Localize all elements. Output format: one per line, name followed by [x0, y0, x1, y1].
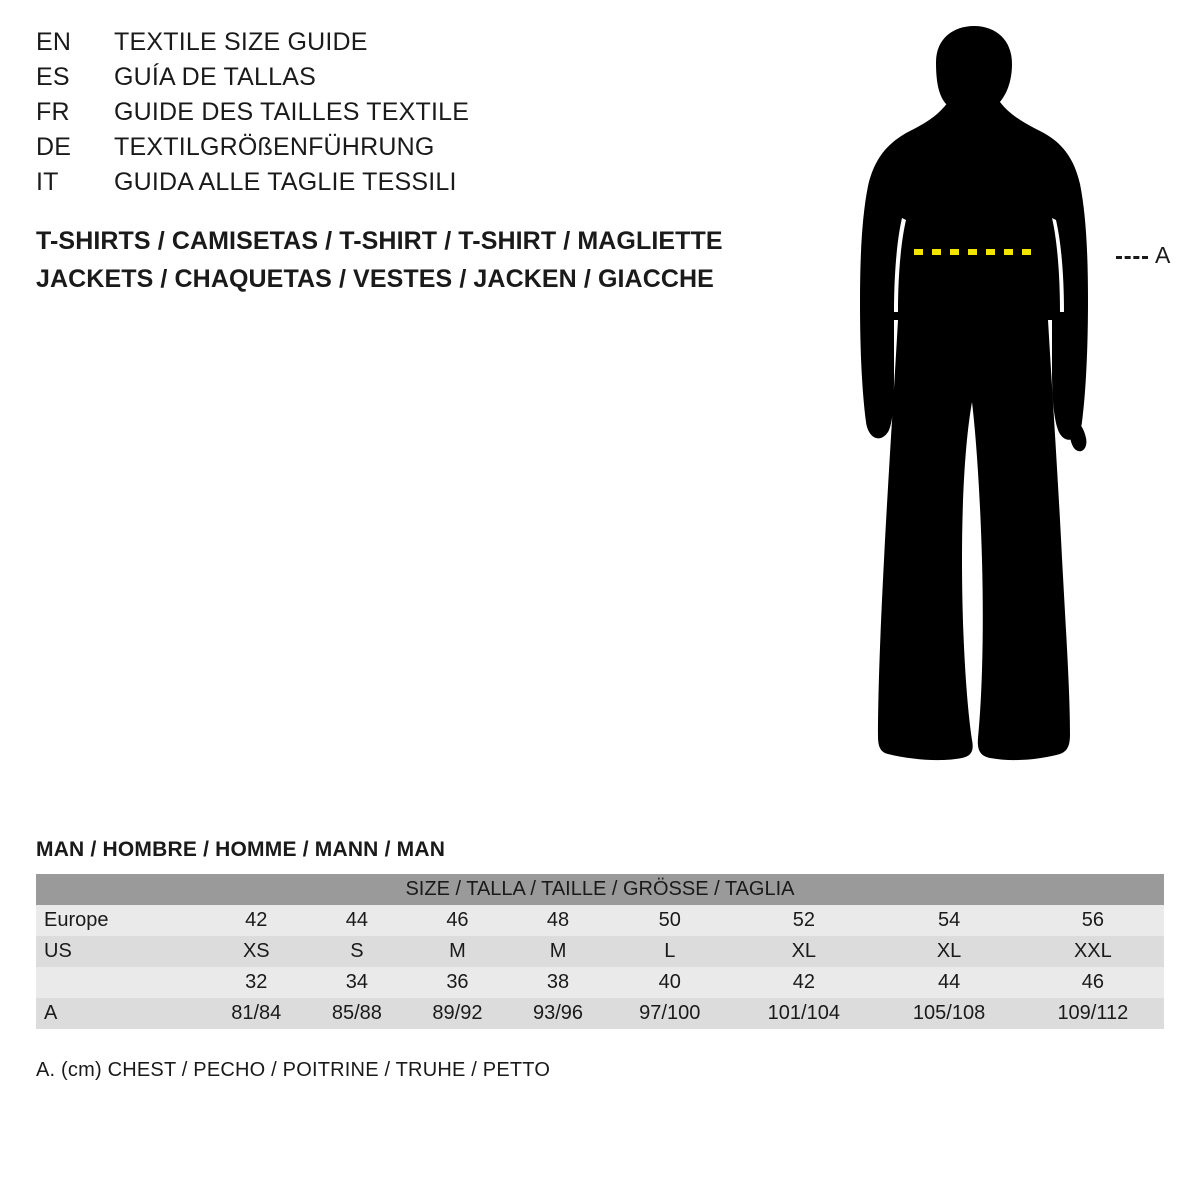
language-text: TEXTILGRÖßENFÜHRUNG [114, 133, 435, 161]
language-row [36, 63, 756, 98]
table-cell: 105/108 [912, 1002, 986, 1024]
table-cell: 40 [658, 971, 681, 993]
language-code: EN [36, 28, 72, 56]
category-line-tshirts: T-SHIRTS / CAMISETAS / T-SHIRT / T-SHIRT / MAGLIETTE [36, 227, 723, 255]
table-cell: 32 [245, 971, 268, 993]
category-list [36, 222, 796, 298]
language-row [36, 98, 756, 133]
table-cell: S [350, 940, 364, 962]
table-cell: 97/100 [639, 1002, 701, 1024]
leader-dash-icon [1116, 256, 1148, 259]
table-header-row [36, 874, 1164, 905]
table-cell: 109/112 [1057, 1002, 1129, 1024]
table-cell: M [549, 940, 567, 962]
measure-label-a [1116, 242, 1170, 269]
table-cell: 36 [446, 971, 469, 993]
table-cell: 56 [1081, 909, 1104, 931]
language-list [36, 28, 756, 203]
male-silhouette-icon [820, 20, 1180, 790]
size-table [36, 874, 1164, 1029]
language-code: DE [36, 133, 72, 161]
table-row [36, 905, 1164, 936]
language-code: IT [36, 168, 59, 196]
language-code: FR [36, 98, 70, 126]
language-row [36, 28, 756, 63]
table-cell: 44 [937, 971, 961, 993]
table-cell: 44 [345, 909, 368, 931]
table-group-title: MAN / HOMBRE / HOMME / MANN / MAN [36, 838, 446, 861]
table-cell: XS [242, 940, 270, 962]
table-cell: 34 [345, 971, 368, 993]
row-label: Europe [44, 909, 109, 931]
language-code: ES [36, 63, 70, 91]
table-row [36, 998, 1164, 1029]
table-cell: 42 [792, 971, 815, 993]
row-label: A [44, 1002, 58, 1024]
table-cell: 48 [546, 909, 570, 931]
size-table-section [36, 838, 1164, 1082]
language-text: GUÍA DE TALLAS [114, 63, 316, 91]
table-cell: 38 [546, 971, 570, 993]
row-label: US [44, 940, 72, 962]
table-cell: 93/96 [532, 1002, 584, 1024]
table-cell: 42 [245, 909, 268, 931]
measure-label-text: A [1155, 242, 1171, 268]
table-cell: 85/88 [331, 1002, 382, 1024]
table-cell: 101/104 [767, 1002, 840, 1024]
table-cell: 46 [446, 909, 469, 931]
table-cell: 54 [937, 909, 961, 931]
category-line-jackets: JACKETS / CHAQUETAS / VESTES / JACKEN / GIACCHE [36, 265, 714, 293]
language-text: TEXTILE SIZE GUIDE [114, 28, 368, 56]
table-cell: XXL [1073, 940, 1112, 962]
row-label [36, 967, 206, 998]
table-footnote: A. (cm) CHEST / PECHO / POITRINE / TRUHE / PETTO [36, 1059, 551, 1081]
table-cell: 52 [792, 909, 815, 931]
table-cell: 89/92 [432, 1002, 483, 1024]
table-cell: 81/84 [231, 1002, 282, 1024]
table-cell: 50 [658, 909, 681, 931]
language-row [36, 168, 756, 203]
table-cell: XL [791, 940, 817, 962]
table-row [36, 936, 1164, 967]
table-cell: 46 [1081, 971, 1104, 993]
table-row [36, 967, 1164, 998]
table-cell: L [664, 940, 676, 962]
table-cell: XL [936, 940, 962, 962]
language-text: GUIDA ALLE TAGLIE TESSILI [114, 168, 457, 196]
language-row [36, 133, 756, 168]
table-header-label: SIZE / TALLA / TAILLE / GRÖSSE / TAGLIA [405, 878, 795, 900]
table-cell: M [449, 940, 466, 962]
language-text: GUIDE DES TAILLES TEXTILE [114, 98, 470, 126]
body-silhouette-figure [820, 20, 1180, 790]
